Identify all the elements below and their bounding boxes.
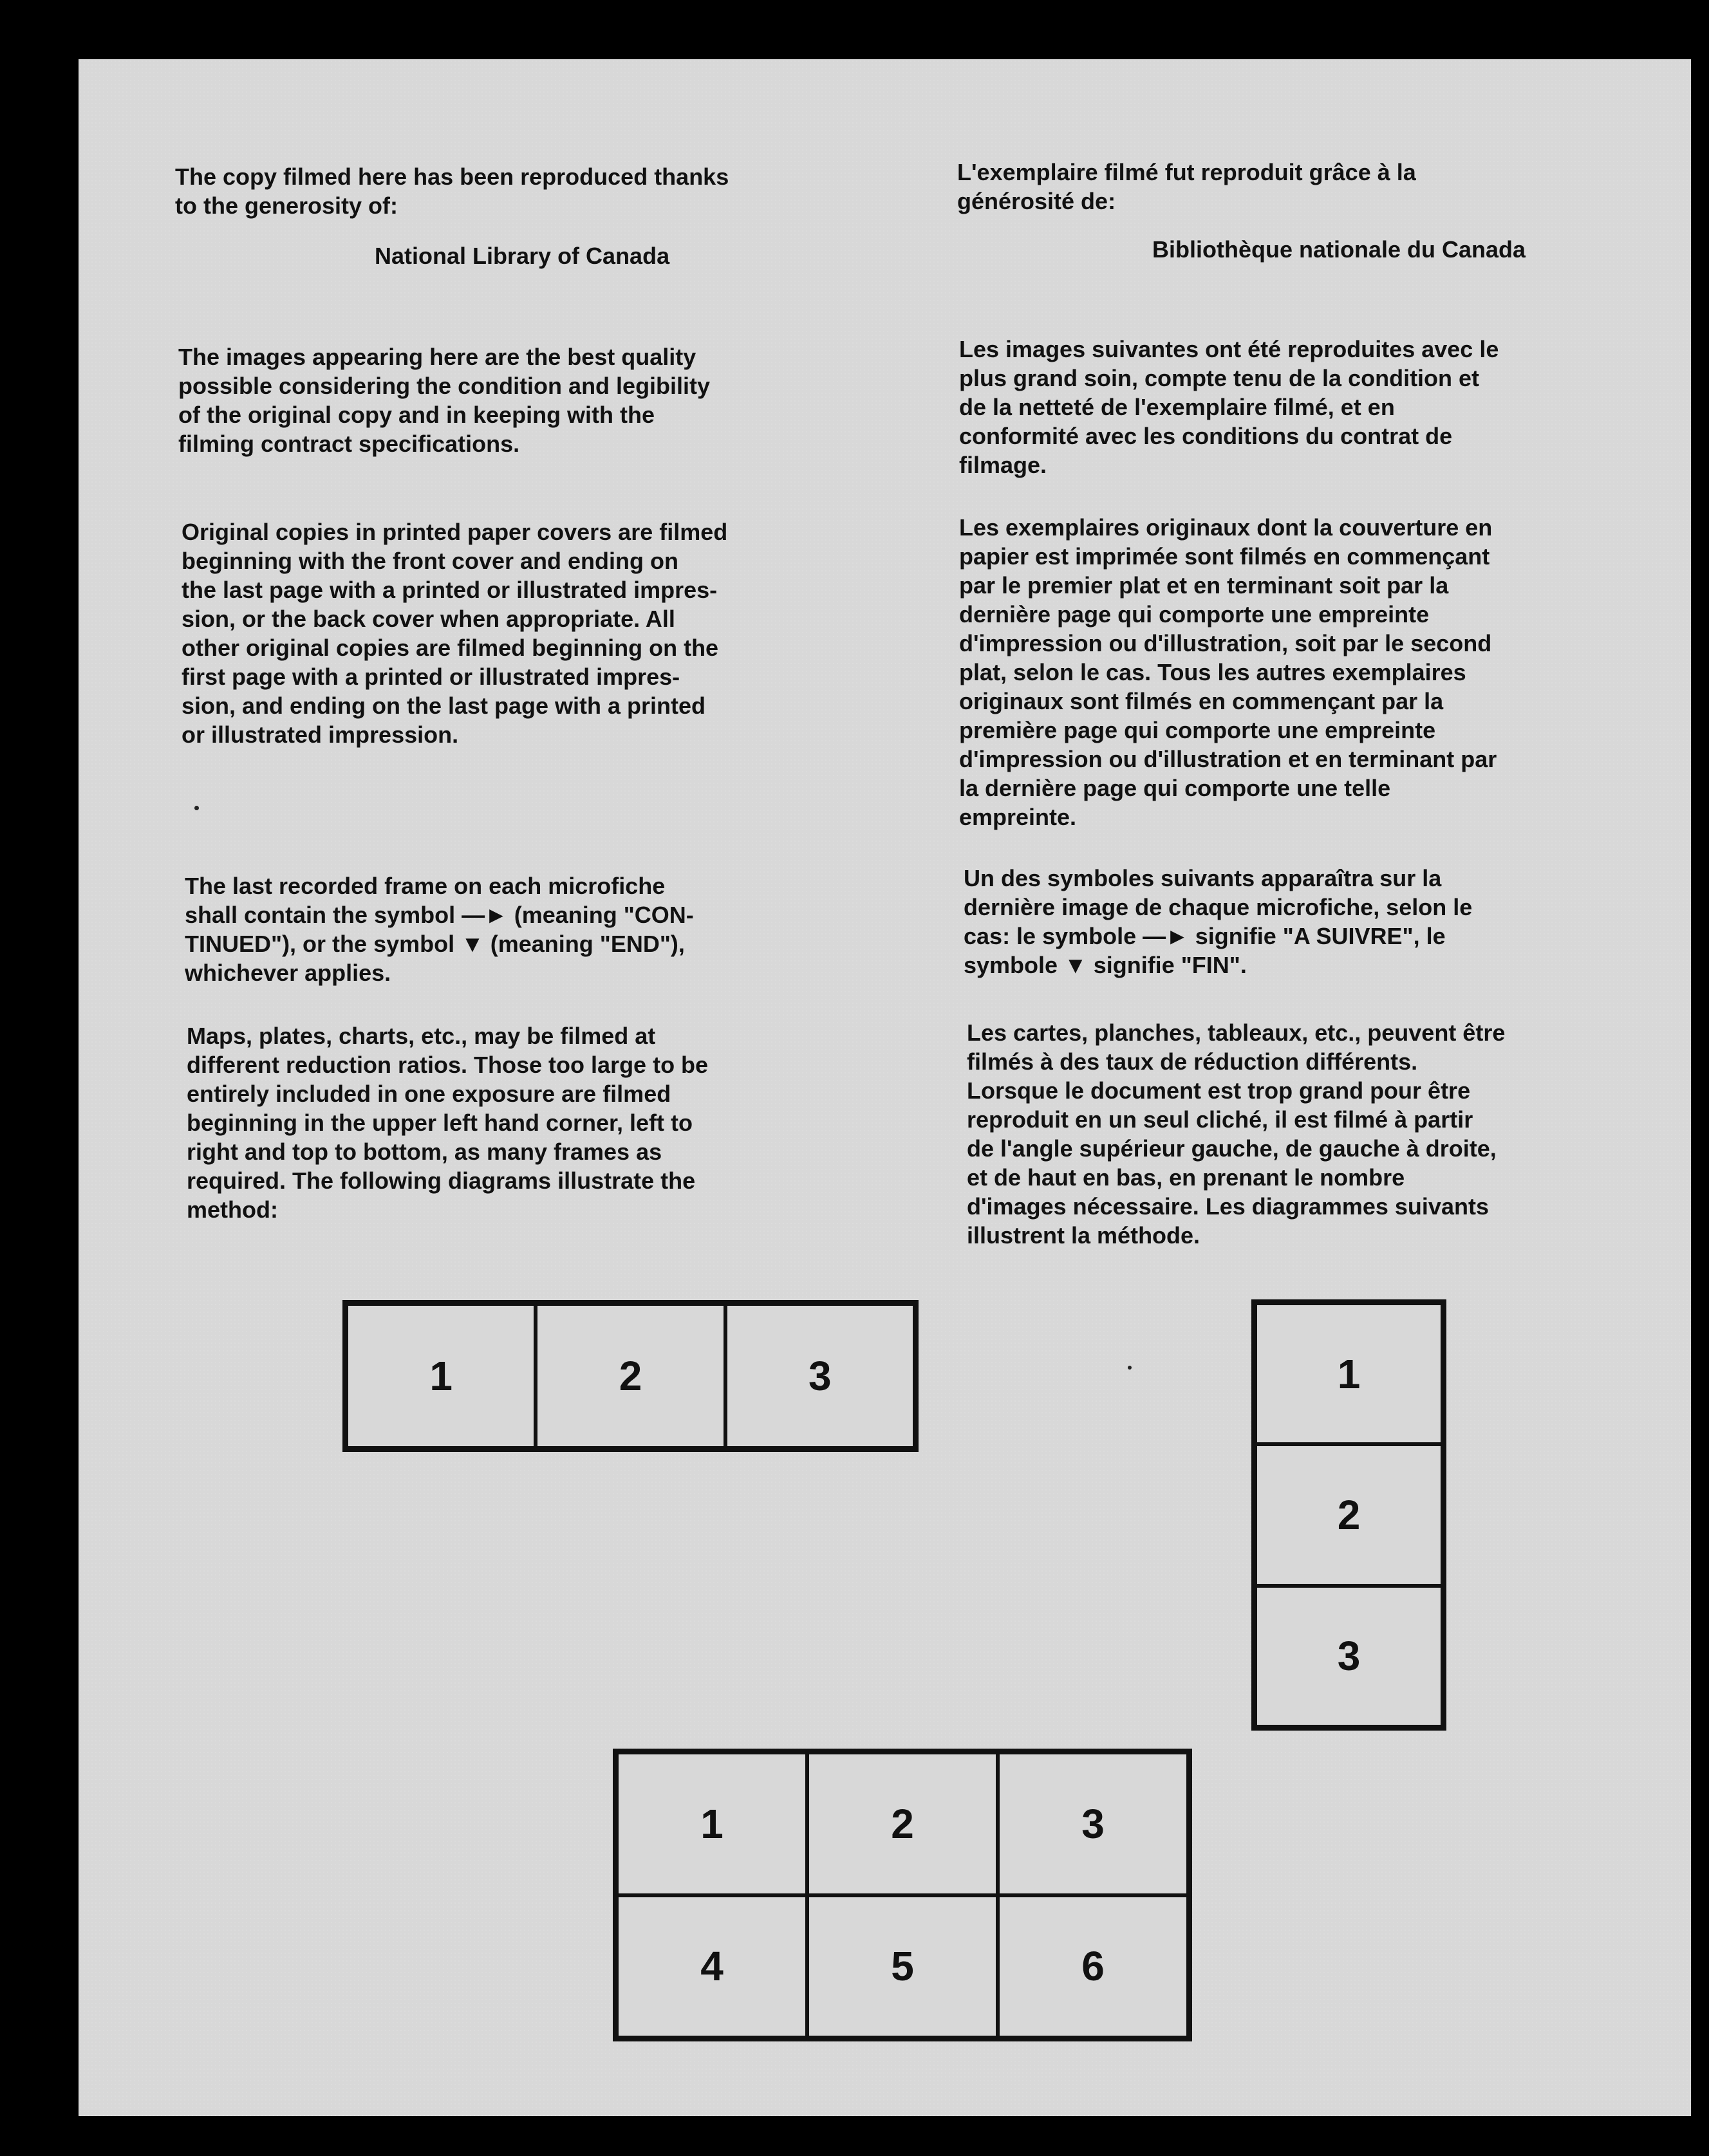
right-maps-paragraph: Les cartes, planches, tableaux, etc., peuvent être filmés à des taux de réduction différents. Lorsque le document est trop grand pour être reproduit en un seul cliché, il est filmé à partir de l'angle supérieur gauche, de gauche à droite, et de haut en bas, en prenant le nombre d'images nécessaire. Les diagrammes suivants illustrent la méthode. <box>967 1019 1506 1249</box>
diagram-cell: 2 <box>807 1752 998 1895</box>
diagram-cell: 1 <box>617 1752 807 1895</box>
right-institution: Bibliothèque nationale du Canada <box>1152 236 1526 263</box>
right-quality-paragraph: Les images suivantes ont été reproduites avec le plus grand soin, compte tenu de la condition et de la netteté de l'exemplaire filmé, et en conformité avec les conditions du contrat de filmage. <box>959 336 1499 478</box>
diagram-grid <box>613 1749 1192 2041</box>
diagram-cell: 1 <box>1255 1303 1443 1444</box>
diagram-cell: 2 <box>1255 1444 1443 1585</box>
diagram-cell: 4 <box>617 1895 807 2038</box>
diagram-cell: 3 <box>725 1304 915 1448</box>
diagram-cell: 1 <box>346 1304 536 1448</box>
left-originals-paragraph: Original copies in printed paper covers are filmed beginning with the front cover and ending on the last page with a printed or illustrated impres- sion, or the back cover when appropriate. All other original copies are filmed beginning on the first page with a printed or illustrated impres- sion, and ending on the last page with a printed or illustrated impression. <box>182 519 728 748</box>
paper-speck <box>194 806 199 810</box>
diagram-cell: 5 <box>807 1895 998 2038</box>
diagram-cell: 3 <box>998 1752 1188 1895</box>
diagram-cell: 3 <box>1255 1586 1443 1727</box>
left-symbols-paragraph: The last recorded frame on each microfiche shall contain the symbol —► (meaning "CON- TINUED"), or the symbol ▼ (meaning "END"), whichever applies. <box>185 873 694 986</box>
document-page <box>79 59 1691 2116</box>
right-symbols-paragraph: Un des symboles suivants apparaîtra sur la dernière image de chaque microfiche, selon le cas: le symbole —► signifie "A SUIVRE", le symbole ▼ signifie "FIN". <box>964 865 1473 978</box>
diagram-cell: 6 <box>998 1895 1188 2038</box>
right-intro: L'exemplaire filmé fut reproduit grâce à la générosité de: <box>957 159 1416 214</box>
left-institution: National Library of Canada <box>375 243 670 269</box>
left-maps-paragraph: Maps, plates, charts, etc., may be filmed at different reduction ratios. Those too large to be entirely included in one exposure are filmed beginning in the upper left hand corner, left to right and top to bottom, as many frames as required. The following diagrams illustrate the method: <box>187 1023 709 1223</box>
diagram-cell: 2 <box>536 1304 725 1448</box>
right-originals-paragraph: Les exemplaires originaux dont la couverture en papier est imprimée sont filmés en commençant par le premier plat et en terminant soit par la dernière page qui comporte une empreinte d'impression ou d'illustration, soit par le second plat, selon le cas. Tous les autres exemplaires originaux sont filmés en commençant par la première page qui comporte une empreinte d'impression ou d'illustration et en terminant par la dernière page qui comporte une telle empreinte. <box>959 514 1497 830</box>
paper-speck <box>1128 1366 1132 1370</box>
left-intro: The copy filmed here has been reproduced thanks to the generosity of: <box>175 163 729 219</box>
diagram-vertical <box>1251 1299 1446 1731</box>
diagram-horizontal <box>342 1300 919 1452</box>
left-quality-paragraph: The images appearing here are the best quality possible considering the condition and legibility of the original copy and in keeping with the filming contract specifications. <box>178 344 711 457</box>
